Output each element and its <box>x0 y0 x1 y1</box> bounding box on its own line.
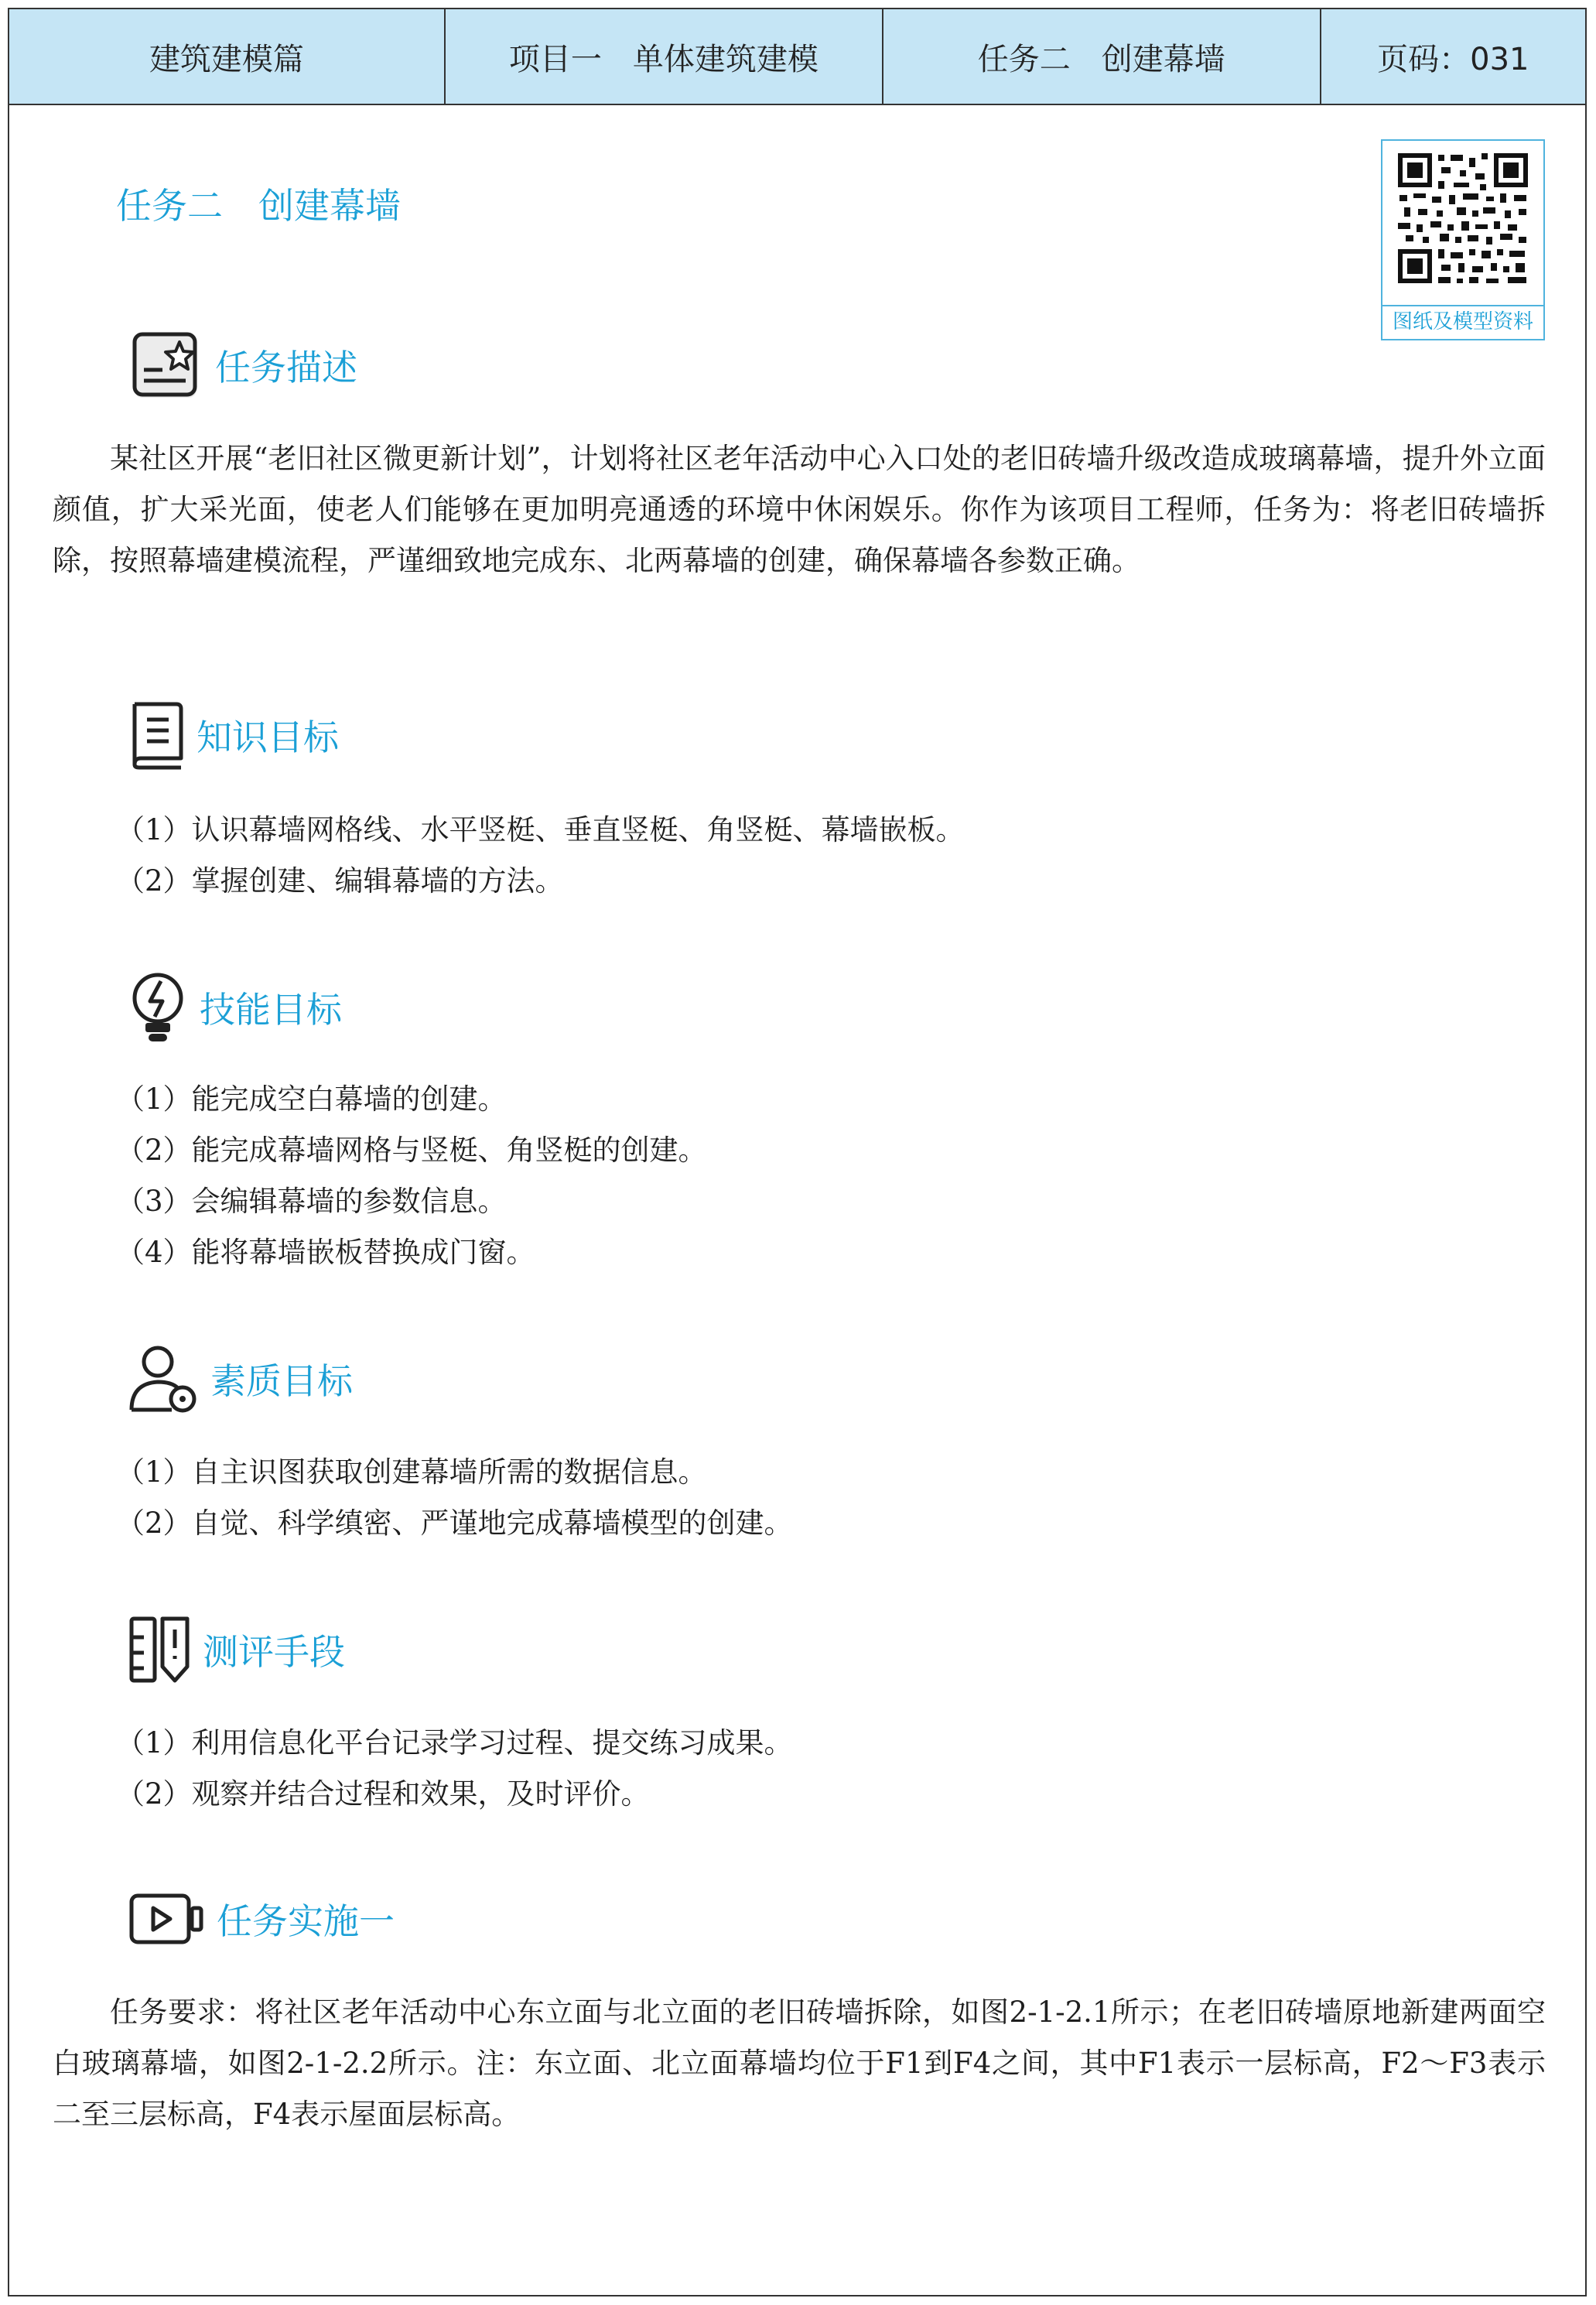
list-item: （4）能将幕墙嵌板替换成门窗。 <box>116 1236 535 1269</box>
star-note-icon <box>130 328 204 402</box>
list-item: （1）认识幕墙网格线、水平竖梃、垂直竖梃、角竖梃、幕墙嵌板。 <box>116 813 965 846</box>
section-assessment-heading <box>127 1614 345 1685</box>
section-description-text: 某社区开展“老旧社区微更新计划”，计划将社区老年活动中心入口处的老旧砖墙升级改造成玻璃幕墙，提升外立面颜值，扩大采光面，使老人们能够在更加明亮通透的环境中休闲娱乐。你作为该项目工程师，任务为：将老旧砖墙拆除，按照幕墙建模流程，严谨细致地完成东、北两幕墙的创建，确保幕墙各参数正确。 <box>53 442 1546 577</box>
lightbulb-icon <box>127 970 189 1045</box>
list-item: （1）自主识图获取创建幕墙所需的数据信息。 <box>116 1455 707 1489</box>
list-item: （2）自觉、科学缜密、严谨地完成幕墙模型的创建。 <box>116 1506 793 1540</box>
section-quality-title: 素质目标 <box>210 1360 353 1402</box>
list-item: （1）能完成空白幕墙的创建。 <box>116 1082 507 1116</box>
list-item: （3）会编辑幕墙的参数信息。 <box>116 1185 507 1218</box>
qr-code-icon[interactable] <box>1395 150 1531 286</box>
header-page-number: 页码：031 <box>1377 41 1529 77</box>
section-implementation-title: 任务实施一 <box>217 1900 395 1942</box>
qr-code-label: 图纸及模型资料 <box>1382 305 1543 339</box>
page-title: 任务二 创建幕墙 <box>116 185 401 227</box>
section-skill-heading <box>127 970 342 1045</box>
section-knowledge-title: 知识目标 <box>197 716 339 758</box>
skill-list <box>116 1074 707 1278</box>
video-icon <box>127 1888 206 1950</box>
header-project: 项目一 单体建筑建模 <box>446 9 883 104</box>
section-description-heading <box>130 328 357 402</box>
quality-list <box>116 1447 793 1549</box>
qr-code-panel[interactable] <box>1381 139 1545 340</box>
section-skill-title: 技能目标 <box>200 989 342 1031</box>
section-description-title: 任务描述 <box>215 347 357 388</box>
assessment-list <box>116 1718 793 1820</box>
list-item: （2）能完成幕墙网格与竖梃、角竖梃的创建。 <box>116 1134 707 1167</box>
section-quality-heading <box>127 1343 353 1414</box>
evaluation-icon <box>127 1614 192 1685</box>
header-task: 任务二 创建幕墙 <box>883 9 1321 104</box>
section-assessment-title: 测评手段 <box>203 1631 345 1673</box>
header-book-part: 建筑建模篇 <box>9 9 446 104</box>
list-item: （2）观察并结合过程和效果，及时评价。 <box>116 1777 650 1811</box>
book-icon <box>127 699 186 771</box>
person-badge-icon <box>127 1343 200 1414</box>
section-knowledge-heading <box>127 699 339 771</box>
list-item: （1）利用信息化平台记录学习过程、提交练习成果。 <box>116 1726 793 1760</box>
section-implementation-heading <box>127 1888 395 1950</box>
section-implementation-text: 任务要求：将社区老年活动中心东立面与北立面的老旧砖墙拆除，如图2-1-2.1所示；在老旧砖墙原地新建两面空白玻璃幕墙，如图2-1-2.2所示。注：东立面、北立面幕墙均位于F1到F4之间，其中F1表示一层标高，F2～F3表示二至三层标高，F4表示屋面层标高。 <box>53 1996 1546 2131</box>
knowledge-list <box>116 805 965 907</box>
list-item: （2）掌握创建、编辑幕墙的方法。 <box>116 864 564 898</box>
running-header <box>8 8 1587 105</box>
